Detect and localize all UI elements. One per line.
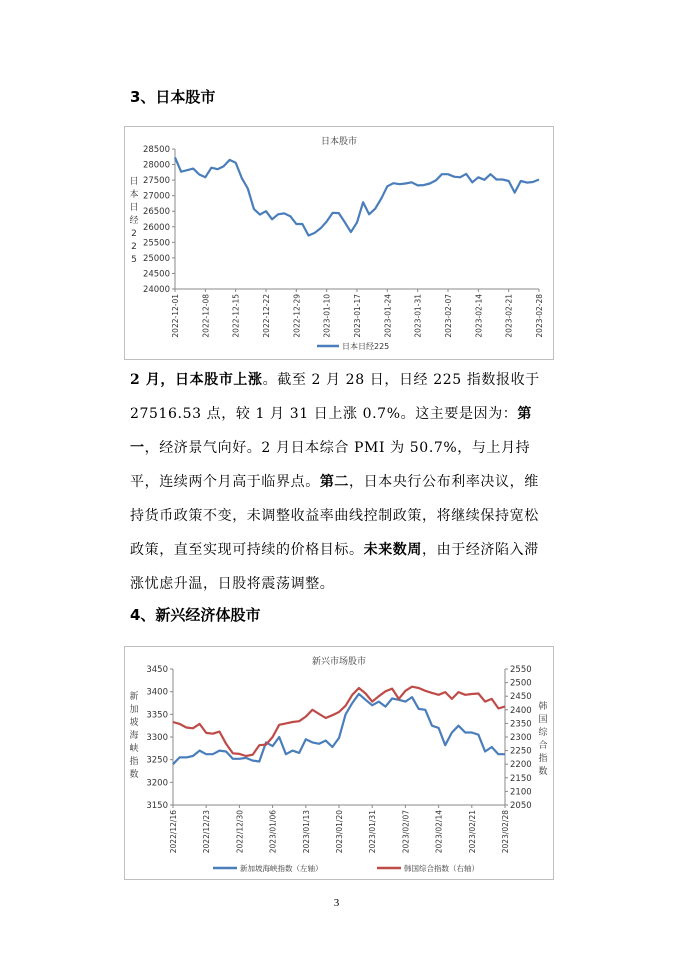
- left-axis-label-char: 指: [129, 757, 139, 767]
- singapore-series-line: [173, 694, 505, 764]
- left-y-tick-label: 3450: [146, 665, 168, 675]
- x-tick-label: 2023/01/20: [335, 810, 344, 854]
- x-tick-label: 2023-01-31: [413, 294, 423, 338]
- right-y-tick-label: 2200: [510, 760, 532, 771]
- right-axis-label-char: 指: [538, 754, 548, 764]
- chart-title: 日本股市: [320, 137, 358, 147]
- right-axis-label-char: 国: [538, 715, 548, 725]
- y-axis-label-char: 2: [131, 242, 137, 252]
- x-tick-label: 2022-12-01: [171, 294, 180, 338]
- y-tick-label: 25500: [142, 238, 170, 249]
- x-tick-label: 2023-01-24: [383, 294, 393, 338]
- right-axis-label-char: 数: [538, 767, 548, 777]
- left-axis-label-char: 新: [129, 692, 139, 702]
- y-axis-label-char: 日: [129, 203, 139, 213]
- right-y-tick-label: 2100: [510, 787, 532, 798]
- right-y-tick-label: 2250: [510, 746, 532, 757]
- left-y-tick-label: 3250: [146, 755, 168, 766]
- x-tick-label: 2023/02/28: [501, 810, 510, 854]
- y-axis-label-char: 本: [129, 190, 139, 200]
- y-tick-label: 28000: [142, 160, 170, 171]
- x-tick-label: 2023-02-14: [474, 294, 484, 338]
- x-tick-label: 2023/02/14: [434, 810, 444, 854]
- legend-label-nikkei: 日本日经225: [342, 342, 390, 351]
- bold-run: 未来数周: [363, 542, 423, 558]
- left-y-tick-label: 3400: [146, 687, 168, 698]
- right-y-tick-label: 2050: [510, 801, 532, 811]
- right-y-tick-label: 2400: [510, 705, 532, 716]
- text-run: ，经济景气向好。2 月日本综合 PMI 为 50.7%，与上月持平，连续两个月高于临界点。: [130, 440, 531, 490]
- x-tick-label: 2023/01/31: [368, 810, 378, 854]
- text-run: ，由于经济陷入滞涨忧虑升温，日股将震荡调整。: [130, 542, 539, 592]
- legend-singapore-label: 新加坡海峡指数（左轴）: [240, 864, 323, 873]
- right-y-tick-label: 2500: [510, 678, 532, 689]
- text-run: ，日本央行公布利率决议，维持货币政策不变，未调整收益率曲线控制政策，将继续保持宽松政策，直至实现可持续的价格目标。: [130, 474, 539, 558]
- left-y-tick-label: 3200: [146, 778, 168, 789]
- bold-run: 第一: [130, 406, 532, 456]
- page-number: 3: [333, 897, 340, 909]
- x-tick-label: 2022-12-29: [292, 294, 302, 338]
- y-tick-label: 25000: [142, 253, 170, 264]
- y-tick-label: 28500: [142, 145, 170, 155]
- y-tick-label: 24500: [142, 269, 170, 280]
- x-tick-label: 2023/01/13: [301, 810, 311, 854]
- left-y-tick-label: 3150: [146, 801, 168, 811]
- right-y-tick-label: 2450: [510, 692, 532, 703]
- y-axis-label-char: 日: [129, 177, 139, 187]
- left-axis-label-char: 加: [129, 705, 139, 715]
- x-tick-label: 2022/12/23: [202, 810, 212, 854]
- y-tick-label: 26500: [142, 207, 170, 218]
- emerging-markets-chart: [124, 646, 554, 880]
- nikkei-series-line: [175, 157, 539, 235]
- x-tick-label: 2022/12/30: [235, 810, 245, 854]
- x-tick-label: 2023/01/06: [268, 810, 278, 854]
- x-tick-label: 2022-12-15: [231, 294, 241, 338]
- x-tick-label: 2022-12-08: [201, 294, 211, 338]
- nikkei-chart: [124, 126, 554, 360]
- legend-korea-label: 韩国综合指数（右轴）: [404, 864, 479, 873]
- section-3-heading: 3、日本股市: [130, 88, 216, 106]
- right-y-tick-label: 2300: [510, 733, 532, 743]
- section-4-heading: 4、新兴经济体股市: [130, 606, 261, 624]
- right-axis-label-char: 合: [538, 741, 548, 751]
- text-run: 。截至 2 月 28 日，日经 225 指数报收于 27516.53 点，较 1 月 31 日上涨 0.7%。这主要是因为：: [130, 372, 540, 422]
- y-tick-label: 27500: [142, 176, 170, 187]
- commentary-paragraph: [130, 363, 548, 601]
- left-axis-label-char: 数: [129, 770, 139, 780]
- left-axis-label-char: 坡: [129, 718, 139, 728]
- x-tick-label: 2023-02-21: [504, 294, 514, 338]
- y-axis-label-char: 2: [131, 229, 137, 239]
- x-tick-label: 2023/02/07: [401, 810, 411, 854]
- left-y-tick-label: 3300: [146, 733, 168, 743]
- y-tick-label: 27000: [142, 191, 170, 202]
- y-axis-label-char: 5: [131, 255, 137, 265]
- right-y-tick-label: 2350: [510, 719, 532, 730]
- left-y-tick-label: 3350: [146, 710, 168, 721]
- y-axis-label-char: 经: [129, 216, 139, 226]
- left-axis-label-char: 海: [129, 731, 139, 741]
- nikkei-chart-svg: [125, 127, 553, 359]
- left-axis-label-char: 峡: [129, 744, 139, 754]
- right-y-tick-label: 2150: [510, 773, 532, 784]
- x-tick-label: 2023-02-28: [535, 294, 544, 338]
- x-tick-label: 2023-02-07: [444, 294, 453, 338]
- right-axis-label-char: 韩: [538, 702, 548, 712]
- y-tick-label: 26000: [142, 222, 170, 233]
- x-tick-label: 2023-01-10: [322, 294, 332, 338]
- chart-title: 新兴市场股市: [311, 657, 367, 667]
- emerging-markets-chart-svg: [125, 647, 553, 879]
- bold-run: 2 月，日本股市上涨: [130, 372, 263, 388]
- x-tick-label: 2023/02/21: [467, 810, 477, 854]
- y-tick-label: 24000: [142, 285, 170, 295]
- korea-series-line: [173, 687, 505, 756]
- x-tick-label: 2022-12-22: [262, 294, 271, 338]
- x-tick-label: 2023-01-17: [353, 294, 362, 338]
- right-axis-label-char: 综: [538, 728, 548, 738]
- right-y-tick-label: 2550: [510, 665, 532, 675]
- x-tick-label: 2022/12/16: [169, 810, 178, 854]
- bold-run: 第二: [319, 474, 350, 490]
